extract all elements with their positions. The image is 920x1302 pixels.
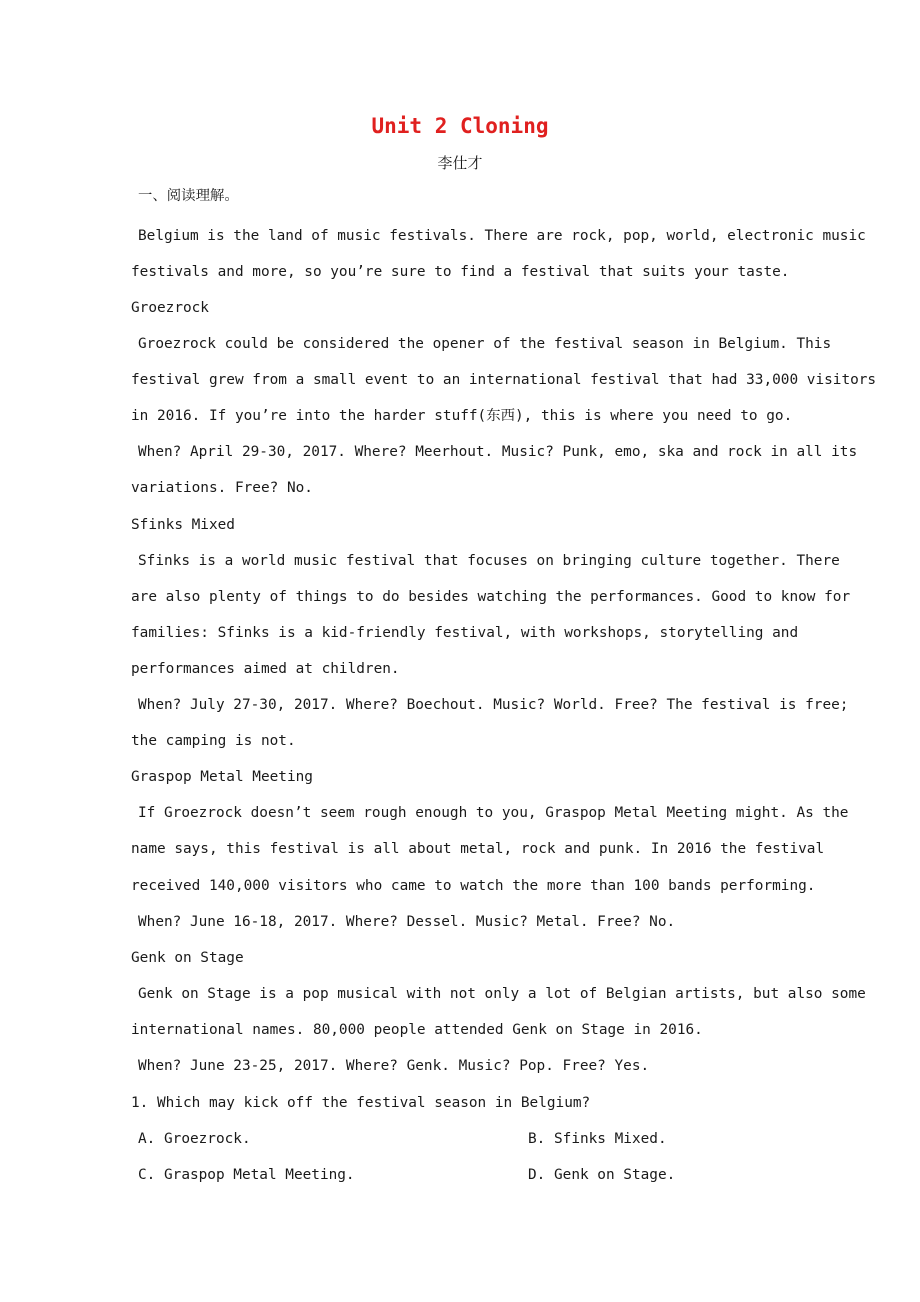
paragraph-line: in 2016. If you’re into the harder stuff(东西), this is where you need to go. [131,408,793,424]
paragraph-line: Genk on Stage is a pop musical with not only a lot of Belgian artists, but also some [138,986,866,1002]
paragraph-line: variations. Free? No. [131,480,313,496]
subheading-graspop-metal-meeting: Graspop Metal Meeting [131,769,313,785]
paragraph-line: the camping is not. [131,733,296,749]
paragraph-line: families: Sfinks is a kid-friendly festival, with workshops, storytelling and [131,625,799,641]
paragraph-line: Groezrock could be considered the opener of the festival season in Belgium. This [138,336,832,352]
author-name: 李仕才 [437,154,483,172]
paragraph-line: performances aimed at children. [131,661,400,677]
paragraph-line: When? June 16-18, 2017. Where? Dessel. Music? Metal. Free? No. [138,914,676,930]
document-title: Unit 2 Cloning [371,114,549,138]
paragraph-line: name says, this festival is all about metal, rock and punk. In 2016 the festival [131,841,825,857]
paragraph-line: Sfinks is a world music festival that focuses on bringing culture together. There [138,553,840,569]
paragraph-line: When? June 23-25, 2017. Where? Genk. Music? Pop. Free? Yes. [138,1058,650,1074]
paragraph-line: If Groezrock doesn’t seem rough enough to you, Graspop Metal Meeting might. As the [138,805,849,821]
paragraph-line: festival grew from a small event to an international festival that had 33,000 visitors [131,372,877,388]
paragraph-line: received 140,000 visitors who came to watch the more than 100 bands performing. [131,878,816,894]
option-b: B. Sfinks Mixed. [528,1131,667,1147]
paragraph-line: When? April 29-30, 2017. Where? Meerhout. Music? Punk, emo, ska and rock in all its [138,444,858,460]
question-text: 1. Which may kick off the festival season in Belgium? [131,1095,591,1111]
option-a: A. Groezrock. [138,1131,251,1147]
paragraph-line: festivals and more, so you’re sure to find a festival that suits your taste. [131,264,790,280]
option-d: D. Genk on Stage. [528,1167,676,1183]
paragraph-line: When? July 27-30, 2017. Where? Boechout. Music? World. Free? The festival is free; [138,697,849,713]
subheading-sfinks-mixed: Sfinks Mixed [131,517,235,533]
paragraph-line: Belgium is the land of music festivals. There are rock, pop, world, electronic music [138,228,866,244]
option-c: C. Graspop Metal Meeting. [138,1167,355,1183]
section-heading: 一、阅读理解。 [138,188,239,204]
subheading-groezrock: Groezrock [131,300,209,316]
paragraph-line: international names. 80,000 people attended Genk on Stage in 2016. [131,1022,703,1038]
paragraph-line: are also plenty of things to do besides watching the performances. Good to know for [131,589,851,605]
subheading-genk-on-stage: Genk on Stage [131,950,244,966]
